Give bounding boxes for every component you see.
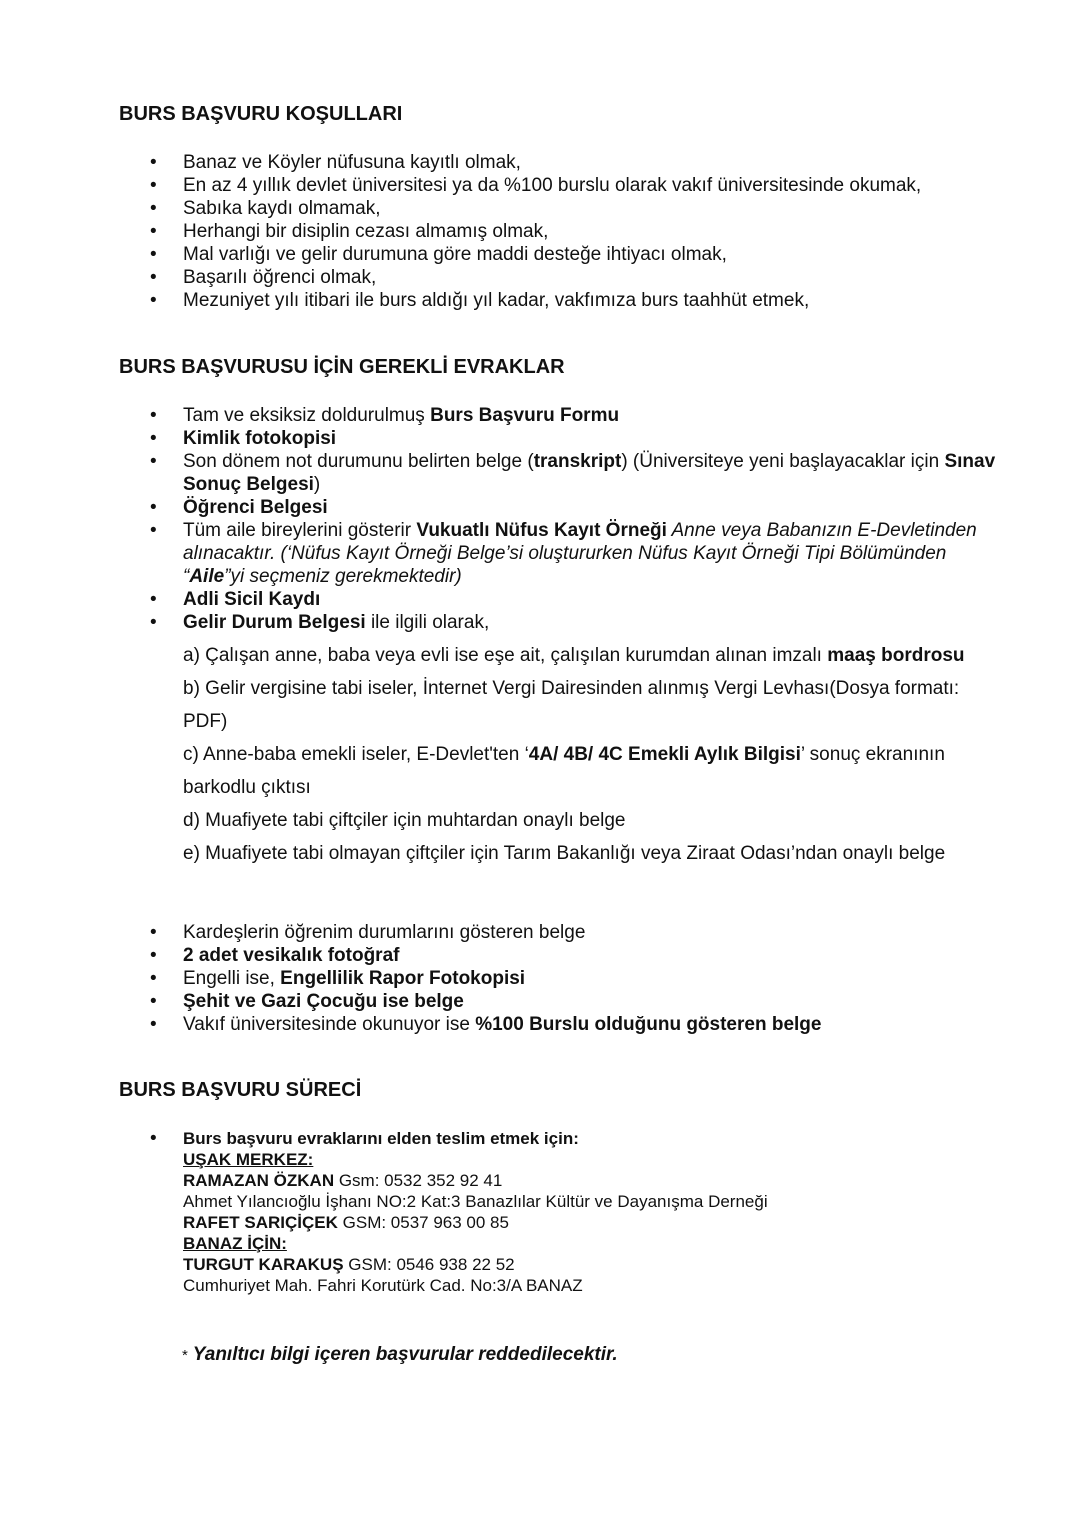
list-item [148, 990, 1048, 1013]
item-text: ) (Üniversiteye yeni başlayacaklar için [621, 451, 945, 472]
banaz-label: BANAZ İÇİN: [183, 1234, 287, 1253]
item-text: Son dönem not durumunu belirten belge ( [183, 451, 534, 472]
item-text: Engelli ise, [183, 968, 281, 989]
item-bold: Şehit ve Gazi Çocuğu ise belge [183, 991, 464, 1012]
contact-name: TURGUT KARAKUŞ [183, 1255, 344, 1274]
item-bold: Sınav Sonuç Belgesi [183, 451, 996, 495]
item-bold: 2 adet vesikalık fotoğraf [183, 945, 400, 966]
list-item [148, 519, 1048, 588]
item-text: Vakıf üniversitesinde okunuyor ise [183, 1014, 476, 1035]
address-line: Cumhuriyet Mah. Fahri Korutürk Cad. No:3/A BANAZ [183, 1276, 583, 1295]
sub-item-bold: 4A/ 4B/ 4C Emekli Aylık Bilgisi [528, 744, 801, 765]
list-item [148, 944, 1048, 967]
contact-phone: Gsm: 0532 352 92 41 [334, 1171, 503, 1190]
list-item: • Kardeşlerin öğrenim durumlarını gösteren belge [148, 921, 1048, 944]
item-bold: Öğrenci Belgesi [183, 497, 328, 518]
item-text: Tüm aile bireylerini gösterir [183, 520, 417, 541]
sub-item: b) Gelir vergisine tabi iseler, İnternet Vergi Dairesinden alınmış Vergi Levhası(Dosya formatı: PDF) [183, 678, 960, 732]
income-sublist [183, 639, 1048, 870]
item-italic-bold: Aile [189, 566, 225, 587]
section-title-process: BURS BAŞVURU SÜRECİ [119, 1079, 362, 1101]
section-title-conditions: BURS BAŞVURU KOŞULLARI [119, 103, 403, 125]
list-item: • Mal varlığı ve gelir durumuna göre maddi desteğe ihtiyacı olmak, [148, 243, 1048, 266]
warning-note [182, 1343, 618, 1367]
list-item [148, 588, 1048, 611]
process-lead: • Burs başvuru evraklarını elden teslim etmek için: [183, 1129, 579, 1148]
sub-item-text: c) Anne-baba emekli iseler, E-Devlet'ten ‘ [183, 744, 529, 765]
item-bold: Burs Başvuru Formu [430, 405, 620, 426]
list-item: • Herhangi bir disiplin cezası almamış olmak, [148, 220, 1048, 243]
sub-item-text: ’ sonuç ekranının barkodlu çıktısı [183, 744, 945, 798]
item-bold: Vukuatlı Nüfus Kayıt Örneği [416, 520, 667, 541]
section-title-documents: BURS BAŞVURUSU İÇİN GEREKLİ EVRAKLAR [119, 356, 565, 378]
list-item [148, 496, 1048, 519]
item-bold: transkript [533, 451, 622, 472]
list-item: • Mezuniyet yılı itibari ile burs aldığı yıl kadar, vakfımıza burs taahhüt etmek, [148, 289, 1048, 312]
conditions-list [148, 151, 1048, 312]
contact-line [183, 1170, 1048, 1191]
item-bold: Gelir Durum Belgesi [183, 612, 366, 633]
list-item [148, 1013, 1048, 1036]
sub-item: e) Muafiyete tabi olmayan çiftçiler için Tarım Bakanlığı veya Ziraat Odası’ndan onaylı belge [183, 843, 946, 864]
contact-phone: GSM: 0537 963 00 85 [337, 1213, 509, 1232]
item-text: ile ilgili olarak, [365, 612, 490, 633]
list-item: • Banaz ve Köyler nüfusuna kayıtlı olmak, [148, 151, 1048, 174]
contact-name: RAMAZAN ÖZKAN [183, 1171, 335, 1190]
item-text: ) [313, 474, 321, 495]
list-item [148, 404, 1048, 427]
address-line: Ahmet Yılancıoğlu İşhanı NO:2 Kat:3 Banazlılar Kültür ve Dayanışma Derneği [183, 1192, 768, 1211]
contact-line [183, 1254, 1048, 1275]
item-text: Tam ve eksiksiz doldurulmuş [183, 405, 431, 426]
contact-phone: GSM: 0546 938 22 52 [343, 1255, 515, 1274]
process-list [148, 1128, 1048, 1296]
contact-line [183, 1212, 1048, 1233]
sub-item [183, 639, 1048, 672]
item-bold: Adli Sicil Kaydı [183, 589, 321, 610]
list-item [148, 450, 1048, 496]
note-text: Yanıltıcı bilgi içeren başvurular reddedilecektir. [187, 1344, 618, 1365]
sub-item [183, 738, 1048, 804]
item-italic: Anne veya Babanızın E-Devletinden alınacaktır. (‘Nüfus Kayıt Örneği Belge’si oluştururken Nüfus Kayıt Örneği Tipi Bölümünden “ [183, 520, 977, 587]
documents-list-continued [148, 921, 1048, 1036]
usak-label: UŞAK MERKEZ: [183, 1150, 314, 1169]
list-item: • Başarılı öğrenci olmak, [148, 266, 1048, 289]
documents-list [148, 404, 1048, 870]
sub-item-text: a) Çalışan anne, baba veya evli ise eşe ait, çalışılan kurumdan alınan imzalı [183, 645, 828, 666]
sub-item-bold: maaş bordrosu [827, 645, 965, 666]
item-italic: ”yi seçmeniz gerekmektedir) [224, 566, 462, 587]
list-item: • En az 4 yıllık devlet üniversitesi ya da %100 burslu olarak vakıf üniversitesinde okumak, [148, 174, 1048, 197]
list-item [148, 427, 1048, 450]
list-item [148, 967, 1048, 990]
item-bold: Engellilik Rapor Fotokopisi [280, 968, 526, 989]
note-star: * [182, 1347, 188, 1364]
list-item [148, 611, 1048, 870]
contact-name: RAFET SARIÇİÇEK [183, 1213, 338, 1232]
list-item [148, 1128, 1048, 1296]
item-bold: Kimlik fotokopisi [183, 428, 337, 449]
item-bold: %100 Burslu olduğunu gösteren belge [475, 1014, 822, 1035]
sub-item: d) Muafiyete tabi çiftçiler için muhtardan onaylı belge [183, 810, 626, 831]
list-item: • Sabıka kaydı olmamak, [148, 197, 1048, 220]
